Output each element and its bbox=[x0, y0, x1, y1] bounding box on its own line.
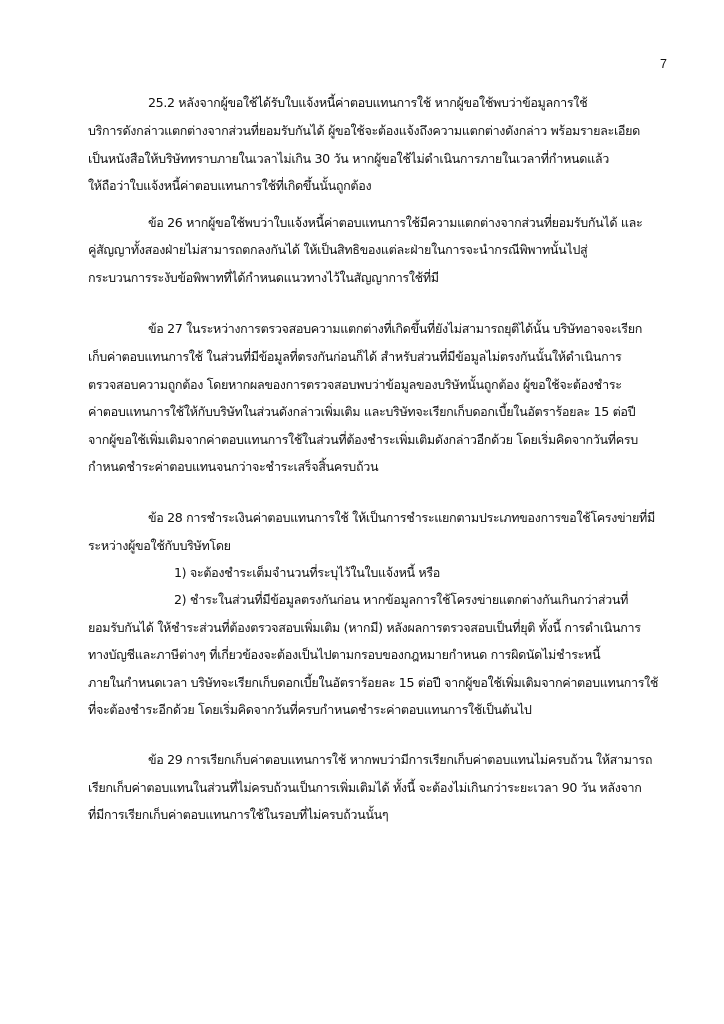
list-item: 1) จะต้องชำระเต็มจำนวนที่ระบุไว้ในใบแจ้งหนี้ หรือ bbox=[174, 565, 441, 580]
paragraph-line: ระหว่างผู้ขอใช้กับบริษัทโดย bbox=[88, 538, 231, 553]
paragraph-line: ตรวจสอบความถูกต้อง โดยหากผลของการตรวจสอบพบว่าข้อมูลของบริษัทนั้นถูกต้อง ผู้ขอใช้จะต้องชำระ bbox=[88, 377, 622, 392]
paragraph-line: ค่าตอบแทนการใช้ให้กับบริษัทในส่วนดังกล่าวเพิ่มเติม และบริษัทจะเรียกเก็บดอกเบี้ยในอัตราร้อยละ 15 ต่อปี bbox=[88, 404, 636, 419]
paragraph-line: กำหนดชำระค่าตอบแทนจนกว่าจะชำระเสร็จสิ้นครบถ้วน bbox=[88, 459, 379, 474]
paragraph-line: ข้อ 28 การชำระเงินค่าตอบแทนการใช้ ให้เป็นการชำระแยกตามประเภทของการขอใช้โครงข่ายที่มี bbox=[148, 510, 655, 525]
paragraph-line: เป็นหนังสือให้บริษัททราบภายในเวลาไม่เกิน 30 วัน หากผู้ขอใช้ไม่ดำเนินการภายในเวลาที่กำหนดแล้ว bbox=[88, 151, 609, 166]
paragraph-line: ข้อ 26 หากผู้ขอใช้พบว่าใบแจ้งหนี้ค่าตอบแทนการใช้มีความแตกต่างจากส่วนที่ยอมรับกันได้ และ bbox=[148, 215, 643, 230]
paragraph-line: ทางบัญชีและภาษีต่างๆ ที่เกี่ยวข้องจะต้องเป็นไปตามกรอบของกฎหมายกำหนด การผิดนัดไม่ชำระหนี้ bbox=[88, 647, 601, 662]
paragraph-line: เรียกเก็บค่าตอบแทนในส่วนที่ไม่ครบถ้วนเป็นการเพิ่มเติมได้ ทั้งนี้ จะต้องไม่เกินกว่าระยะเวลา 90 วัน หลังจาก bbox=[88, 780, 642, 795]
paragraph-line: ยอมรับกันได้ ให้ชำระส่วนที่ต้องตรวจสอบเพิ่มเติม (หากมี) หลังผลการตรวจสอบเป็นที่ยุติ ทั้งนี้ การดำเนินการ bbox=[88, 620, 641, 635]
list-item: 2) ชำระในส่วนที่มีข้อมูลตรงกันก่อน หากข้อมูลการใช้โครงข่ายแตกต่างกันเกินกว่าส่วนที่ bbox=[174, 592, 629, 607]
page-number: 7 bbox=[660, 57, 667, 71]
paragraph-line: ข้อ 29 การเรียกเก็บค่าตอบแทนการใช้ หากพบว่ามีการเรียกเก็บค่าตอบแทนไม่ครบถ้วน ให้สามารถ bbox=[148, 752, 653, 767]
paragraph-line: ที่จะต้องชำระอีกด้วย โดยเริ่มคิดจากวันที่ครบกำหนดชำระค่าตอบแทนการใช้เป็นต้นไป bbox=[88, 702, 532, 717]
paragraph-line: ให้ถือว่าใบแจ้งหนี้ค่าตอบแทนการใช้ที่เกิดขึ้นนั้นถูกต้อง bbox=[88, 178, 372, 193]
paragraph-line: จากผู้ขอใช้เพิ่มเติมจากค่าตอบแทนการใช้ในส่วนที่ต้องชำระเพิ่มเติมดังกล่าวอีกด้วย โดยเริ่มคิดจากวันที่ครบ bbox=[88, 432, 638, 447]
paragraph-line: ภายในกำหนดเวลา บริษัทจะเรียกเก็บดอกเบี้ยในอัตราร้อยละ 15 ต่อปี จากผู้ขอใช้เพิ่มเติมจากค่าตอบแทนการใช้ bbox=[88, 675, 659, 690]
paragraph-line: ข้อ 27 ในระหว่างการตรวจสอบความแตกต่างที่เกิดขึ้นที่ยังไม่สามารถยุติได้นั้น บริษัทอาจจะเรียก bbox=[148, 321, 643, 336]
paragraph-line: เก็บค่าตอบแทนการใช้ ในส่วนที่มีข้อมูลที่ตรงกันก่อนก็ได้ สำหรับส่วนที่มีข้อมูลไม่ตรงกันนั้นให้ดำเนินการ bbox=[88, 349, 622, 364]
paragraph-line: ที่มีการเรียกเก็บค่าตอบแทนการใช้ในรอบที่ไม่ครบถ้วนนั้นๆ bbox=[88, 807, 389, 822]
paragraph-line: บริการดังกล่าวแตกต่างจากส่วนที่ยอมรับกันได้ ผู้ขอใช้จะต้องแจ้งถึงความแตกต่างดังกล่าว พร้อมรายละเอียด bbox=[88, 123, 640, 138]
paragraph-line: คู่สัญญาทั้งสองฝ่ายไม่สามารถตกลงกันได้ ให้เป็นสิทธิของแต่ละฝ่ายในการจะนำกรณีพิพาทนั้นไปสู่ bbox=[88, 242, 588, 257]
paragraph-line: 25.2 หลังจากผู้ขอใช้ได้รับใบแจ้งหนี้ค่าตอบแทนการใช้ หากผู้ขอใช้พบว่าข้อมูลการใช้ bbox=[148, 95, 588, 110]
paragraph-line: กระบวนการระงับข้อพิพาทที่ได้กำหนดแนวทางไว้ในสัญญาการใช้ที่มี bbox=[88, 270, 439, 285]
